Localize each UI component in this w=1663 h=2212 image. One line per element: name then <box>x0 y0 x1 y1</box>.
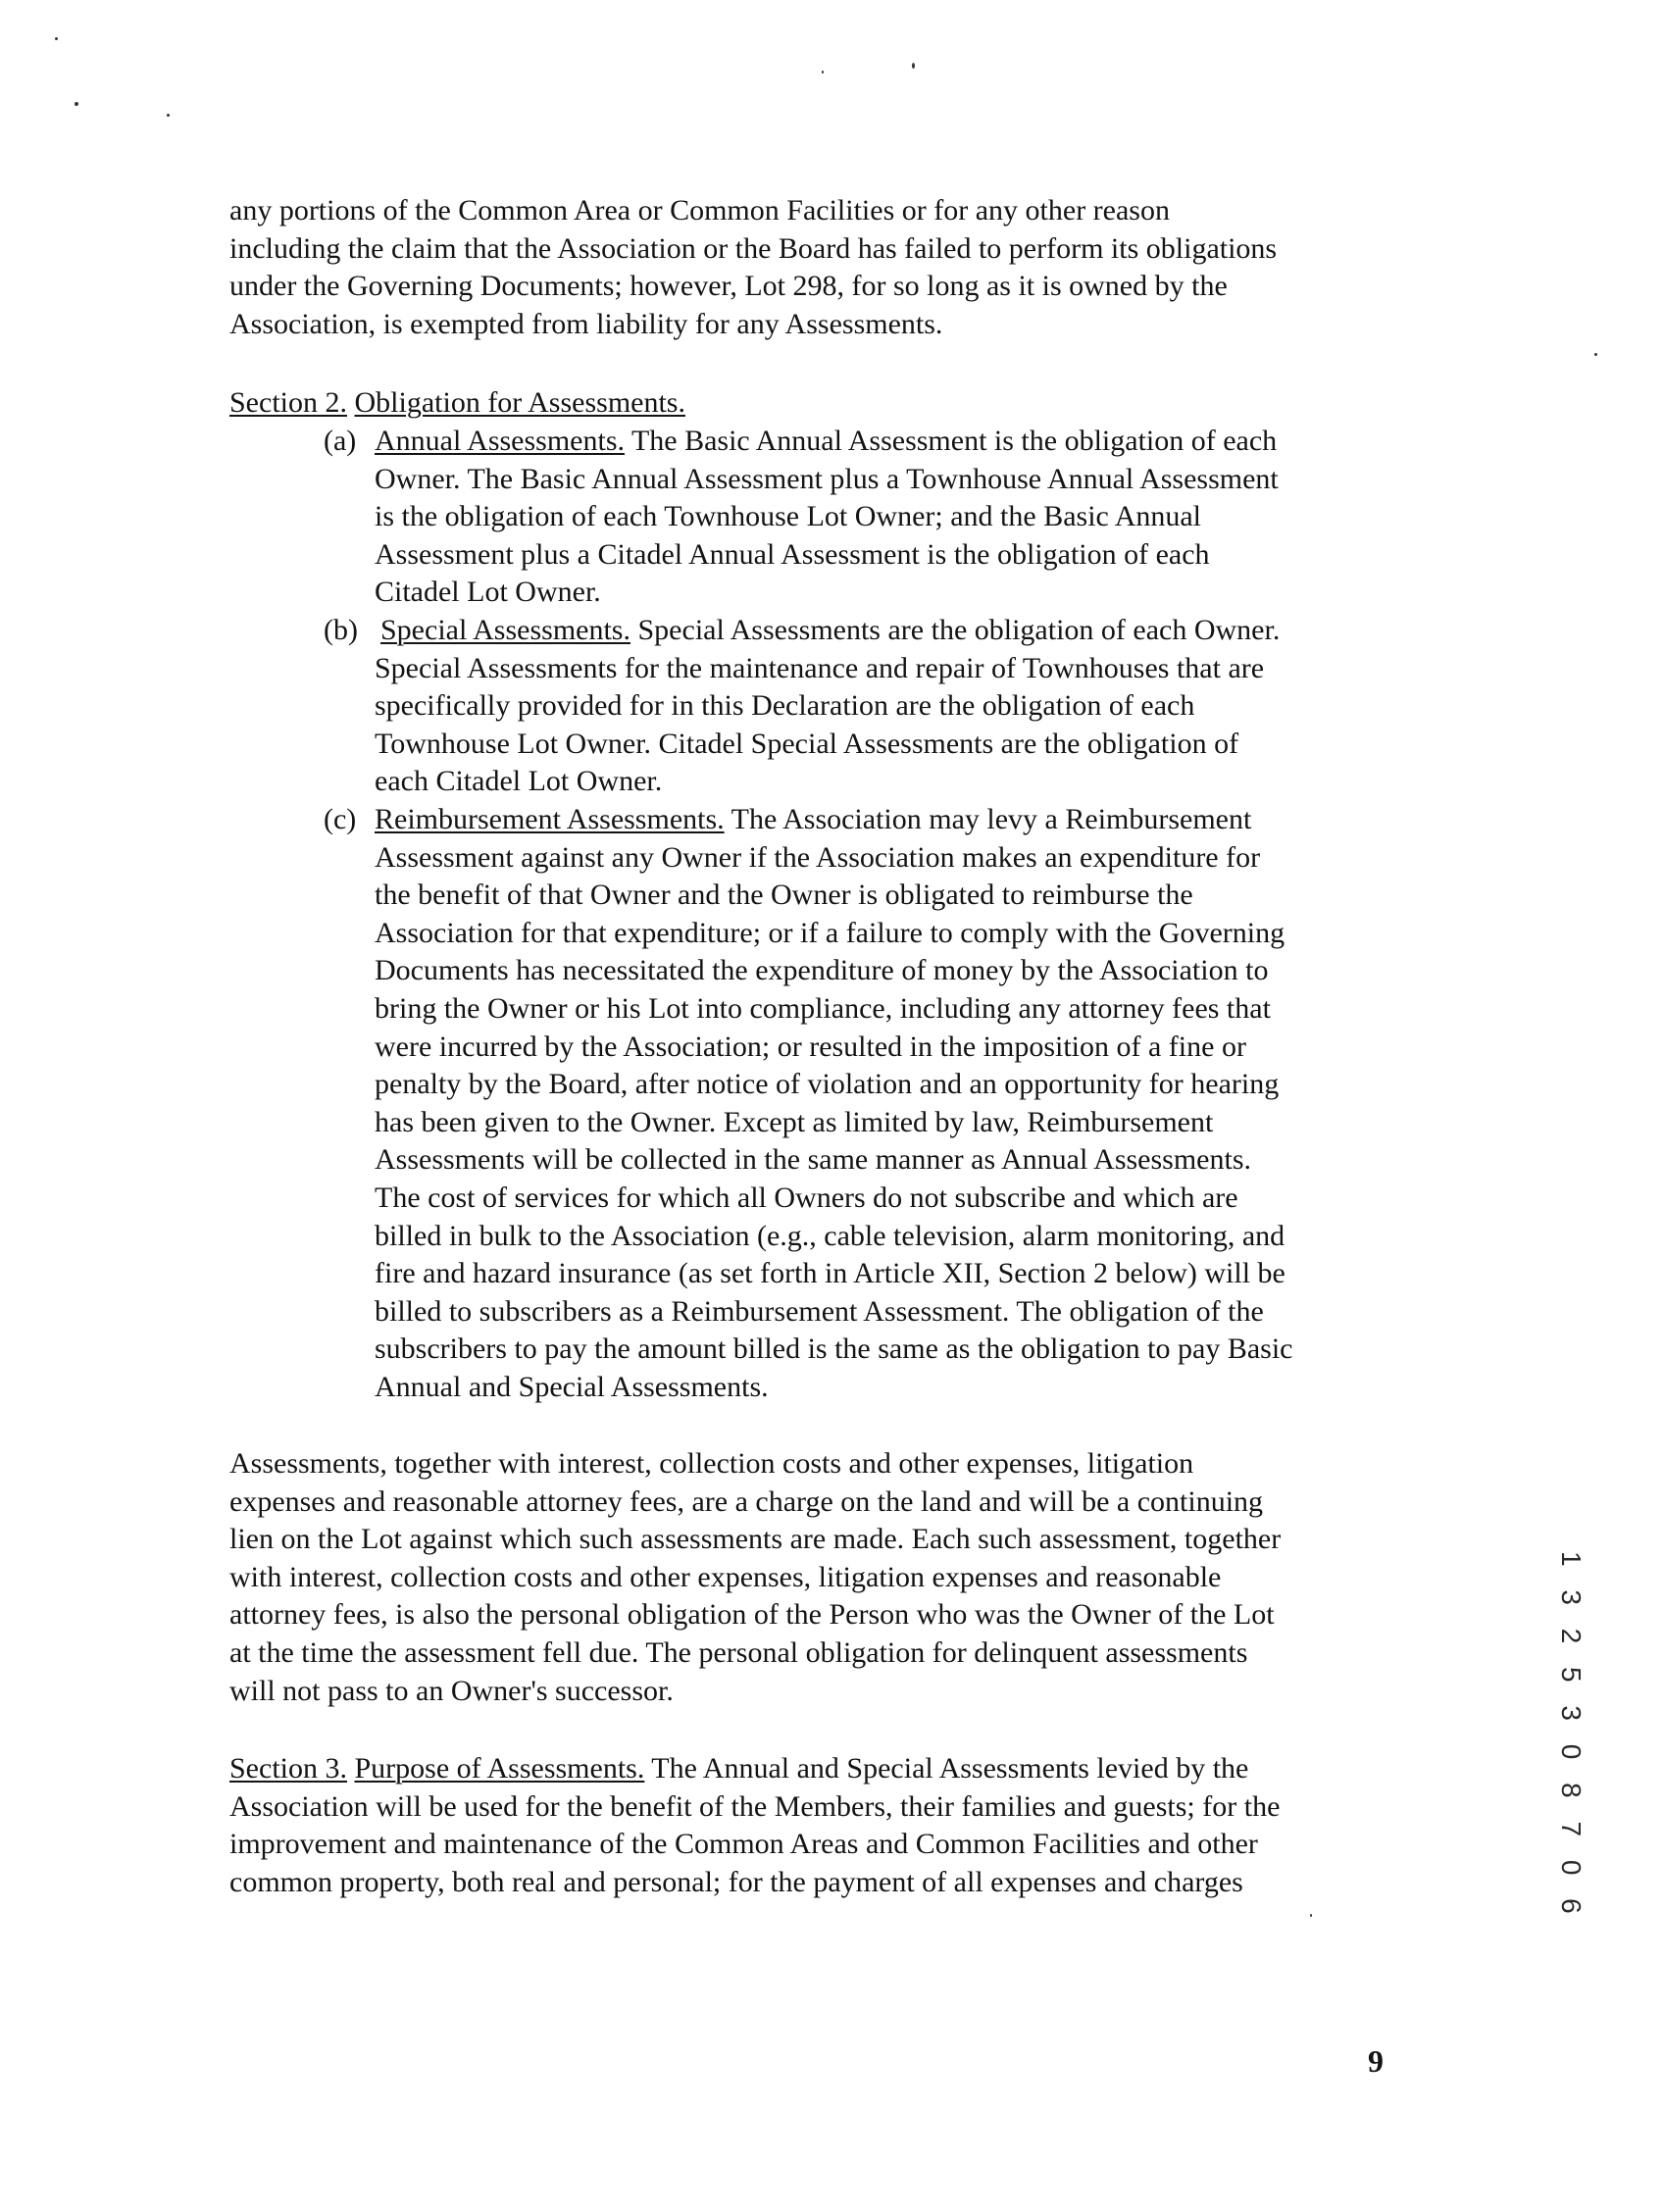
item-heading: Reimbursement Assessments. <box>375 803 725 835</box>
text-line: has been given to the Owner. Except as limited by law, Reimbursement <box>375 1105 1214 1138</box>
text-line: fire and hazard insurance (as set forth in Article XII, Section 2 below) will be <box>375 1257 1285 1290</box>
text-fragment: The Association may levy a Reimbursement <box>724 803 1252 835</box>
scan-speck <box>1310 1914 1312 1917</box>
text-line: lien on the Lot against which such assessments are made. Each such assessment, together <box>229 1523 1282 1556</box>
item-marker: (b) <box>324 614 358 646</box>
text-line: the benefit of that Owner and the Owner is obligated to reimburse the <box>375 879 1193 912</box>
text-line: subscribers to pay the amount billed is the same as the obligation to pay Basic <box>375 1332 1293 1366</box>
text-line: billed in bulk to the Association (e.g., cable television, alarm monitoring, and <box>375 1219 1285 1252</box>
text-line: were incurred by the Association; or resulted in the imposition of a fine or <box>375 1030 1246 1063</box>
section-2-heading <box>229 384 1406 423</box>
text-line: any portions of the Common Area or Common Facilities or for any other reason <box>229 194 1170 226</box>
text-line: Citadel Lot Owner. <box>375 576 601 609</box>
item-marker: (c) <box>324 803 357 835</box>
item-heading: Special Assessments. <box>380 614 630 646</box>
text-line: Owner. The Basic Annual Assessment plus a Townhouse Annual Assessment <box>375 462 1279 495</box>
text-line: specifically provided for in this Declaration are the obligation of each <box>375 689 1195 723</box>
text-line: at the time the assessment fell due. The personal obligation for delinquent assessments <box>229 1635 1248 1669</box>
text-line: billed to subscribers as a Reimbursement Assessment. The obligation of the <box>375 1294 1264 1328</box>
text-line: with interest, collection costs and other expenses, litigation expenses and reasonable <box>229 1560 1222 1593</box>
lien-paragraph <box>229 1445 1406 1710</box>
text-line: common property, both real and personal; for the payment of all expenses and charges <box>229 1865 1243 1898</box>
scan-speck <box>822 71 824 74</box>
text-line: Assessments will be collected in the same manner as Annual Assessments. <box>375 1143 1252 1177</box>
text-line: including the claim that the Association or the Board has failed to perform its obligations <box>229 231 1278 265</box>
item-heading: Annual Assessments. <box>375 425 625 457</box>
item-body <box>375 801 1402 1407</box>
text-line: Special Assessments for the maintenance and repair of Townhouses that are <box>375 651 1265 684</box>
scan-speck <box>912 63 915 69</box>
list-item <box>324 612 1402 801</box>
scan-speck <box>55 37 58 40</box>
text-line: improvement and maintenance of the Common Areas and Common Facilities and other <box>229 1828 1258 1861</box>
section-2-label: Section 2. <box>229 386 347 419</box>
text-line: Association for that expenditure; or if a failure to comply with the Governing <box>375 916 1285 949</box>
recording-number-stamp: 1 3 2 5 3 0 8 7 0 6 <box>1556 1551 1587 1922</box>
text-line: Association will be used for the benefit of the Members, their families and guests; for the <box>229 1789 1281 1823</box>
text-line: Documents has necessitated the expenditure of money by the Association to <box>375 954 1269 987</box>
scan-speck <box>75 102 78 106</box>
text-fragment: The Basic Annual Assessment is the obligation of each <box>625 425 1278 457</box>
text-line: will not pass to an Owner's successor. <box>229 1674 674 1707</box>
text-line: Townhouse Lot Owner. Citadel Special Assessments are the obligation of <box>375 727 1239 760</box>
text-line: bring the Owner or his Lot into compliance, including any attorney fees that <box>375 991 1271 1025</box>
text-line: attorney fees, is also the personal obligation of the Person who was the Owner of the Lot <box>229 1598 1275 1632</box>
text-line: Association, is exempted from liability for any Assessments. <box>229 307 943 340</box>
section-2-title: Obligation for Assessments. <box>354 386 685 419</box>
item-body-continued <box>375 650 1402 801</box>
text-line: Assessment against any Owner if the Association makes an expenditure for <box>375 840 1261 874</box>
text-line: Assessment plus a Citadel Annual Assessment is the obligation of each <box>375 537 1210 571</box>
page-number: 9 <box>1368 2043 1384 2079</box>
text-line: penalty by the Board, after notice of violation and an opportunity for hearing <box>375 1068 1280 1101</box>
section-3-paragraph <box>229 1750 1406 1901</box>
section-3-label: Section 3. <box>229 1752 347 1785</box>
item-body <box>380 612 1402 650</box>
scan-speck <box>1594 353 1597 356</box>
text-line: expenses and reasonable attorney fees, are a charge on the land and will be a continuing <box>229 1484 1264 1518</box>
scan-speck <box>167 114 170 117</box>
list-item <box>324 423 1402 612</box>
text-line: is the obligation of each Townhouse Lot Owner; and the Basic Annual <box>375 500 1202 533</box>
text-fragment: The Annual and Special Assessments levied by the <box>644 1752 1249 1785</box>
text-line: Annual and Special Assessments. <box>375 1370 769 1403</box>
text-fragment: Special Assessments are the obligation of each Owner. <box>630 614 1281 646</box>
section-3-title: Purpose of Assessments. <box>354 1752 645 1785</box>
intro-paragraph <box>229 192 1406 343</box>
item-body <box>375 423 1402 612</box>
list-item <box>324 801 1402 1407</box>
text-line: Assessments, together with interest, collection costs and other expenses, litigation <box>229 1447 1194 1480</box>
text-line: each Citadel Lot Owner. <box>375 765 663 798</box>
text-line: The cost of services for which all Owners do not subscribe and which are <box>375 1181 1238 1214</box>
text-line: under the Governing Documents; however, Lot 298, for so long as it is owned by the <box>229 270 1228 303</box>
item-marker: (a) <box>324 425 357 457</box>
